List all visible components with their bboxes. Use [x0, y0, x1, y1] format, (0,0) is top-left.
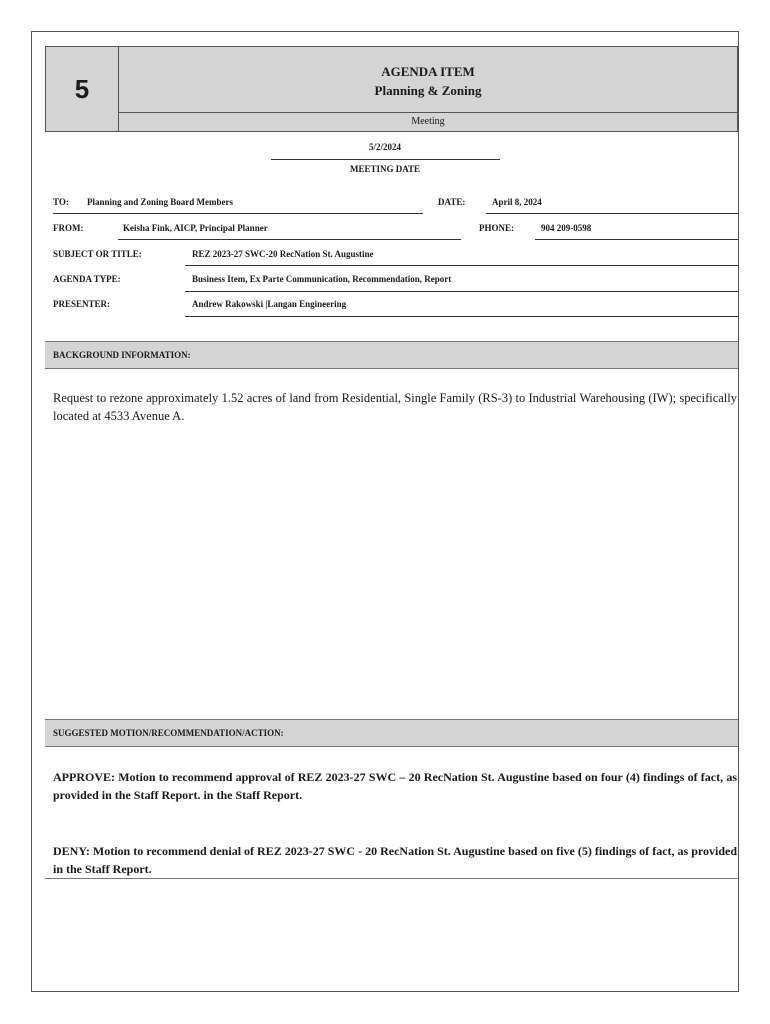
date-rule — [486, 213, 738, 214]
from-rule — [118, 239, 461, 240]
meeting-date-rule — [271, 159, 500, 160]
agenda-title-box — [118, 46, 738, 113]
agenda-type-value: Business Item, Ex Parte Communication, Recommendation, Report — [192, 274, 452, 284]
subject-rule — [185, 265, 738, 266]
agenda-department: Planning & Zoning — [374, 83, 482, 98]
from-value: Keisha Fink, AICP, Principal Planner — [123, 223, 268, 233]
presenter-label: PRESENTER: — [53, 299, 111, 309]
meeting-label: Meeting — [118, 112, 738, 132]
subject-value: REZ 2023-27 SWC-20 RecNation St. Augustine — [192, 249, 374, 259]
phone-label: PHONE: — [479, 223, 514, 233]
presenter-value: Andrew Rakowski |Langan Engineering — [192, 299, 347, 309]
agenda-title: AGENDA ITEM — [381, 64, 475, 79]
background-text: Request to rezone approximately 1.52 acres of land from Residential, Single Family (RS-3) to Industrial Warehousing (IW); specifically located at 4533 Avenue A. — [53, 391, 737, 423]
to-rule — [53, 213, 423, 214]
from-label: FROM: — [53, 223, 84, 233]
date-value: April 8, 2024 — [492, 197, 542, 207]
agenda-type-label: AGENDA TYPE: — [53, 274, 121, 284]
meeting-date-value: 5/2/2024 — [368, 142, 401, 152]
meeting-date-label: MEETING DATE — [349, 164, 421, 174]
subject-label: SUBJECT OR TITLE: — [53, 249, 142, 259]
date-label: DATE: — [438, 197, 466, 207]
phone-rule — [535, 239, 738, 240]
motion-heading: SUGGESTED MOTION/RECOMMENDATION/ACTION: — [45, 719, 738, 747]
to-value: Planning and Zoning Board Members — [87, 197, 234, 207]
agenda-item-number: 5 — [45, 46, 119, 132]
deny-motion: DENY: Motion to recommend denial of REZ 2023-27 SWC - 20 RecNation St. Augustine based on five (5) findings of fact, as provided in the Staff Report. — [53, 844, 737, 876]
approve-motion: APPROVE: Motion to recommend approval of REZ 2023-27 SWC – 20 RecNation St. Augustine based on four (4) findings of fact, as provided in the Staff Report. in the Staff Report. — [53, 770, 737, 802]
agenda-type-rule — [185, 291, 738, 292]
to-label: TO: — [53, 197, 69, 207]
phone-value: 904 209-0598 — [541, 223, 592, 233]
presenter-rule — [185, 316, 738, 317]
motion-bottom-rule — [45, 878, 738, 879]
background-heading: BACKGROUND INFORMATION: — [45, 341, 738, 369]
